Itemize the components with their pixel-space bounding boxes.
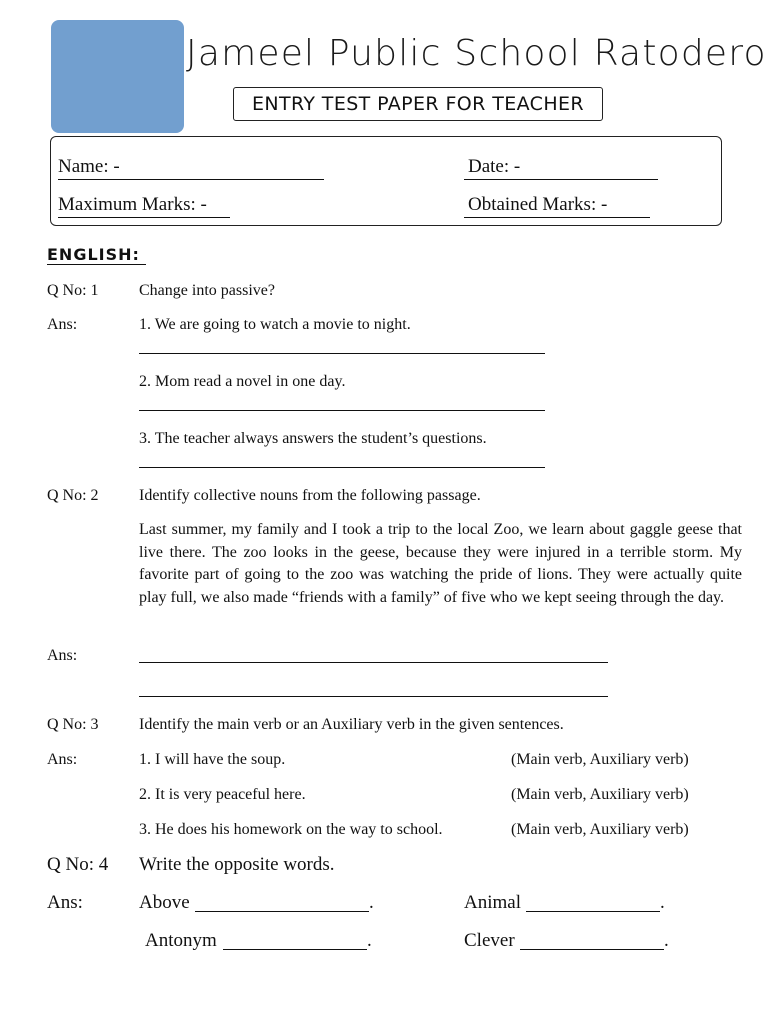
q3-options-1[interactable]: (Main verb, Auxiliary verb) — [511, 751, 689, 768]
q4-word-clever: Clever — [464, 930, 515, 951]
q1-item-2: 2. Mom read a novel in one day. — [139, 373, 346, 390]
q4-word-animal: Animal — [464, 892, 521, 913]
q4-prompt: Write the opposite words. — [139, 854, 335, 875]
q3-ans-label: Ans: — [47, 751, 78, 768]
q1-answer-line-1[interactable] — [139, 353, 545, 354]
q4-blank-antonym[interactable] — [223, 949, 367, 950]
q4-period-4: . — [664, 930, 669, 951]
section-heading: ENGLISH: — [47, 245, 146, 264]
test-title: ENTRY TEST PAPER FOR TEACHER — [251, 93, 585, 115]
q1-answer-line-2[interactable] — [139, 410, 545, 411]
test-title-box — [233, 87, 603, 121]
q3-options-2[interactable]: (Main verb, Auxiliary verb) — [511, 786, 689, 803]
q2-number: Q No: 2 — [47, 487, 99, 504]
q3-prompt: Identify the main verb or an Auxiliary verb in the given sentences. — [139, 716, 564, 733]
obtained-marks-label: Obtained Marks: - — [464, 194, 650, 218]
name-field[interactable] — [58, 156, 324, 180]
q3-sentence-1: 1. I will have the soup. — [139, 751, 286, 768]
q1-item-1: 1. We are going to watch a movie to night. — [139, 316, 411, 333]
q4-blank-above[interactable] — [195, 911, 369, 912]
q4-blank-animal[interactable] — [526, 911, 660, 912]
obtained-marks-field[interactable] — [464, 194, 650, 218]
max-marks-field[interactable] — [58, 194, 230, 218]
q1-prompt: Change into passive? — [139, 282, 275, 299]
q4-number: Q No: 4 — [47, 854, 109, 875]
q4-ans-label: Ans: — [47, 892, 83, 913]
q3-sentence-2: 2. It is very peaceful here. — [139, 786, 306, 803]
q1-item-3: 3. The teacher always answers the student’s questions. — [139, 430, 487, 447]
q2-answer-line-2[interactable] — [139, 696, 608, 697]
date-label: Date: - — [464, 156, 658, 180]
q2-ans-label: Ans: — [47, 647, 78, 664]
school-logo — [51, 20, 184, 133]
name-label: Name: - — [58, 156, 324, 180]
q2-prompt: Identify collective nouns from the following passage. — [139, 487, 481, 504]
q1-ans-label: Ans: — [47, 316, 78, 333]
q4-word-above: Above — [139, 892, 190, 913]
q4-period-3: . — [367, 930, 372, 951]
q4-word-antonym: Antonym — [145, 930, 217, 951]
date-field[interactable] — [464, 156, 658, 180]
school-name: Jameel Public School Ratodero — [186, 33, 767, 74]
q3-options-3[interactable]: (Main verb, Auxiliary verb) — [511, 821, 689, 838]
q3-sentence-3: 3. He does his homework on the way to school. — [139, 821, 443, 838]
q2-passage: Last summer, my family and I took a trip to the local Zoo, we learn about gaggle geese that live there. The zoo looks in the geese, because they were injured in a terrible storm. My favorite part of going to the zoo was watching the pride of lions. They were actually quite play full, we also made “friends with a family” of five who we kept seeing through the day. — [139, 521, 742, 606]
q4-period-1: . — [369, 892, 374, 913]
max-marks-label: Maximum Marks: - — [58, 194, 230, 218]
q2-answer-line-1[interactable] — [139, 662, 608, 663]
q1-answer-line-3[interactable] — [139, 467, 545, 468]
q1-number: Q No: 1 — [47, 282, 99, 299]
q4-blank-clever[interactable] — [520, 949, 664, 950]
q4-period-2: . — [660, 892, 665, 913]
q3-number: Q No: 3 — [47, 716, 99, 733]
